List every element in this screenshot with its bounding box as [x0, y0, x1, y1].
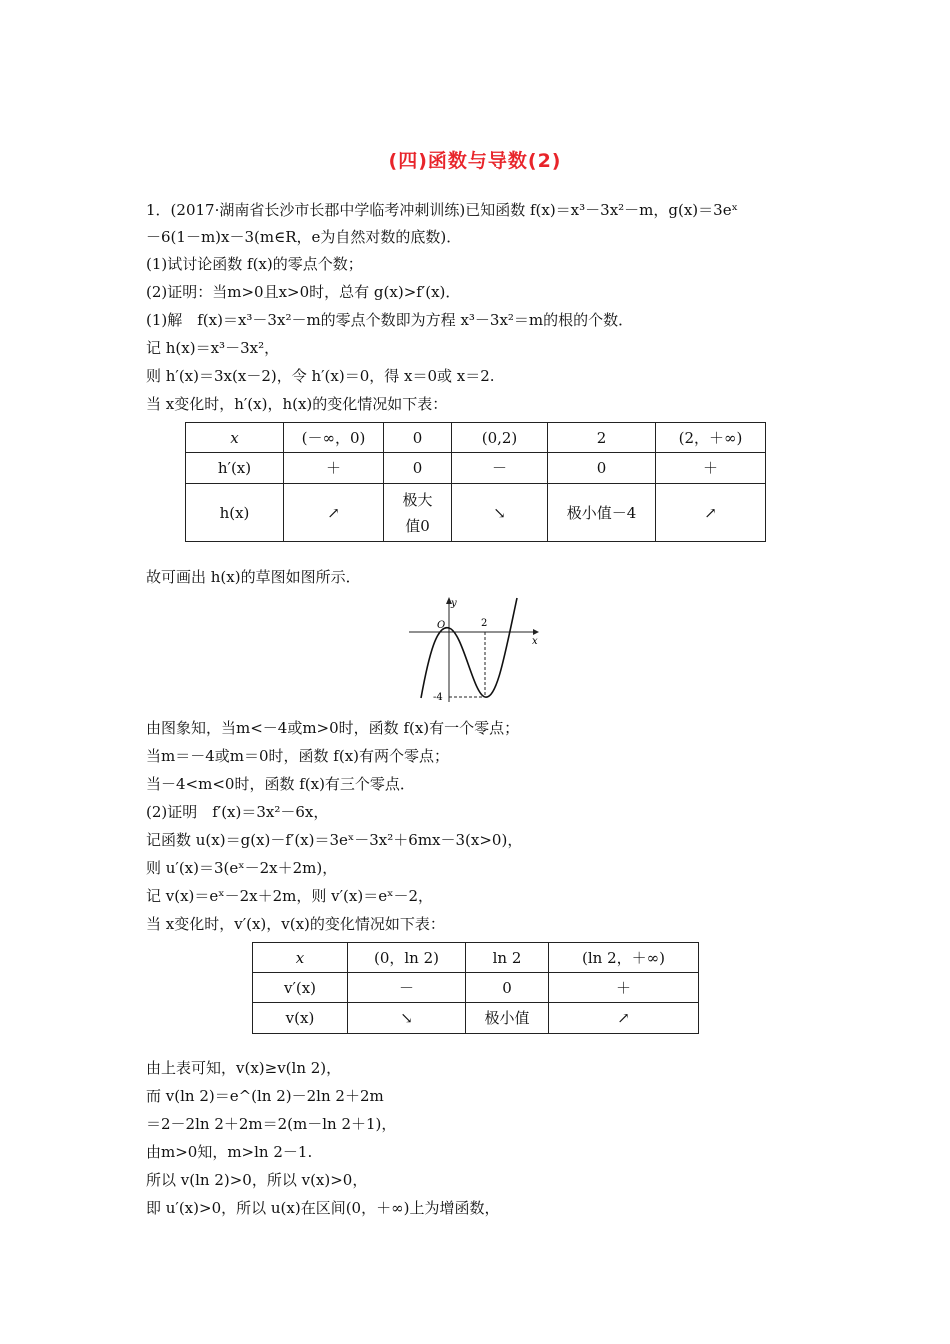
table-header-cell: (－∞，0): [284, 423, 384, 453]
table-header-cell: x: [186, 423, 284, 453]
x-label: x: [532, 636, 538, 647]
table-cell: ＋: [656, 453, 766, 484]
page-title: (四)函数与导数(2): [388, 150, 562, 172]
table-cell: 极小值－4: [548, 484, 656, 542]
solution-line: (1)解 f(x)＝x³－3x²－m的零点个数即为方程 x³－3x²＝m的根的个数．: [146, 311, 634, 329]
tick-label-2: 2: [481, 618, 488, 629]
proof-line: (2)证明 f′(x)＝3x²－6x，: [146, 803, 329, 821]
table-cell: ↗: [284, 484, 384, 542]
table-cell: ＋: [284, 453, 384, 484]
proof-line: 记 v(x)＝eˣ－2x＋2m，则 v′(x)＝eˣ－2，: [146, 887, 434, 905]
table-row-label: h′(x): [186, 453, 284, 484]
table-header-cell: (0，ln 2): [348, 943, 466, 973]
solution-line: 由图象知，当m<－4或m>0时，函数 f(x)有一个零点；: [146, 719, 520, 737]
proof-line: 当 x变化时，v′(x)，v(x)的变化情况如下表：: [146, 915, 445, 933]
solution-line: 当 x变化时，h′(x)，h(x)的变化情况如下表：: [146, 395, 448, 413]
variation-table-v: [252, 942, 699, 1034]
problem-line: －6(1－m)x－3(m∈R，e为自然对数的底数)．: [146, 228, 462, 246]
solution-line: 当－4<m<0时，函数 f(x)有三个零点．: [146, 775, 415, 793]
table-cell: 0: [548, 453, 656, 484]
variation-table-h: [185, 422, 766, 542]
solution-line: 当m＝－4或m＝0时，函数 f(x)有两个零点；: [146, 747, 450, 765]
proof-line: 记函数 u(x)＝g(x)－f′(x)＝3eˣ－3x²＋6mx－3(x>0)，: [146, 831, 523, 849]
table-row-label: v(x): [253, 1003, 348, 1034]
table-cell: ↗: [549, 1003, 699, 1034]
table-cell: －: [348, 973, 466, 1003]
table-cell: ＋: [549, 973, 699, 1003]
proof-line: 而 v(ln 2)＝e^(ln 2)－2ln 2＋2m: [146, 1087, 384, 1105]
table-cell: 极小值: [466, 1003, 549, 1034]
table-cell: 极大值0: [384, 484, 452, 542]
question-1: (1)试讨论函数 f(x)的零点个数；: [146, 255, 363, 273]
table-header-cell: 2: [548, 423, 656, 453]
solution-line: 记 h(x)＝x³－3x²，: [146, 339, 280, 357]
proof-line: 则 u′(x)＝3(eˣ－2x＋2m)，: [146, 859, 338, 877]
tick-label-neg4: -4: [433, 692, 443, 703]
x-axis-arrow: [533, 629, 539, 635]
table-header-cell: x: [253, 943, 348, 973]
proof-line: 所以 v(ln 2)>0，所以 v(x)>0，: [146, 1171, 368, 1189]
table-row-label: h(x): [186, 484, 284, 542]
question-2: (2)证明：当m>0且x>0时，总有 g(x)>f′(x)．: [146, 283, 461, 301]
table-header-cell: (0,2): [452, 423, 548, 453]
table-cell: ↗: [656, 484, 766, 542]
solution-line: 则 h′(x)＝3x(x－2)，令 h′(x)＝0，得 x＝0或 x＝2.: [146, 367, 495, 385]
table-cell: ↘: [452, 484, 548, 542]
proof-line: 即 u′(x)>0，所以 u(x)在区间(0，＋∞)上为增函数，: [146, 1199, 500, 1217]
table-row-label: v′(x): [253, 973, 348, 1003]
sketch-intro: 故可画出 h(x)的草图如图所示．: [146, 568, 361, 586]
table-header-cell: 0: [384, 423, 452, 453]
table-cell: 0: [384, 453, 452, 484]
origin-label: O: [437, 620, 446, 631]
table-header-cell: ln 2: [466, 943, 549, 973]
table-cell: －: [452, 453, 548, 484]
table-header-cell: (2，＋∞): [656, 423, 766, 453]
table-cell: 0: [466, 973, 549, 1003]
proof-line: 由m>0知，m>ln 2－1.: [146, 1143, 313, 1161]
problem-line: 1．(2017·湖南省长沙市长郡中学临考冲刺训练)已知函数 f(x)＝x³－3x²－m，g(x)＝3eˣ: [146, 201, 738, 219]
table-cell: ↘: [348, 1003, 466, 1034]
cubic-curve: [421, 598, 517, 698]
proof-line: ＝2－2ln 2＋2m＝2(m－ln 2＋1)，: [146, 1115, 397, 1133]
proof-line: 由上表可知，v(x)≥v(ln 2)，: [146, 1059, 342, 1077]
y-label: y: [451, 598, 457, 609]
table-header-cell: (ln 2，＋∞): [549, 943, 699, 973]
cubic-sketch-graph: [405, 594, 545, 706]
